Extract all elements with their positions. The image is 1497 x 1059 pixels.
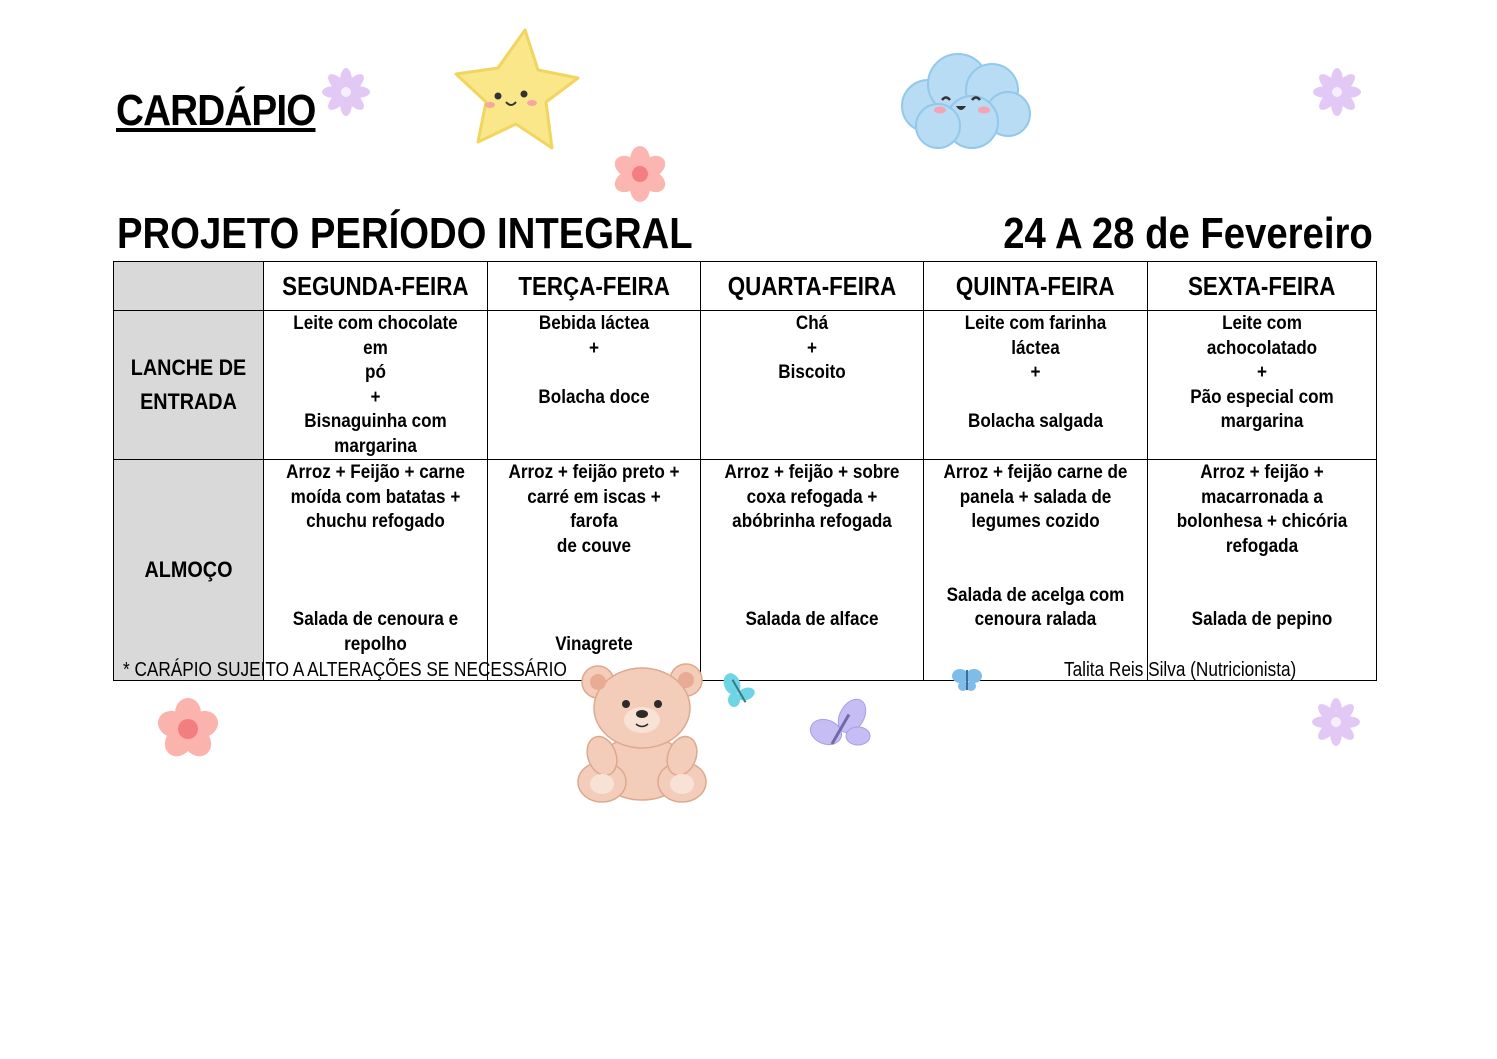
pink-flower-icon bbox=[608, 142, 672, 206]
project-heading: PROJETO PERÍODO INTEGRAL bbox=[117, 209, 693, 258]
meal-cell: Leite com chocolate em pó + Bisnaguinha com margarina bbox=[264, 311, 488, 460]
pink-flower-icon bbox=[146, 696, 230, 762]
butterfly-icon bbox=[950, 664, 984, 694]
cloud-icon bbox=[896, 48, 1034, 152]
nutritionist-signature: Talita Reis Silva (Nutricionista) bbox=[1064, 659, 1297, 681]
meal-cell: Leite com achocolatado + Pão especial com margarina bbox=[1148, 311, 1377, 460]
row-label-almoco: ALMOÇO bbox=[114, 460, 264, 681]
table-row bbox=[114, 311, 1377, 460]
corner-cell bbox=[114, 262, 264, 311]
disclaimer-note: * CARÁPIO SUJEITO A ALTERAÇÕES SE NECESSÁRIO bbox=[123, 659, 567, 681]
meal-cell: Bebida láctea + Bolacha doce bbox=[488, 311, 701, 460]
row-label-lanche: LANCHE DE ENTRADA bbox=[114, 311, 264, 460]
teddy-bear-icon bbox=[572, 656, 712, 804]
meal-cell: Leite com farinha láctea + Bolacha salgada bbox=[924, 311, 1148, 460]
butterfly-icon bbox=[720, 670, 760, 710]
lilac-flower-icon bbox=[1311, 66, 1363, 118]
day-header-row bbox=[114, 262, 1377, 311]
meal-cell: Arroz + feijão preto + carré em iscas + farofa de couve Vinagrete bbox=[488, 460, 701, 681]
day-header: SEXTA-FEIRA bbox=[1148, 262, 1377, 311]
lilac-flower-icon bbox=[320, 66, 372, 118]
meal-cell: Chá + Biscoito bbox=[701, 311, 924, 460]
butterfly-icon bbox=[806, 696, 874, 758]
lilac-flower-icon bbox=[1310, 696, 1362, 748]
meal-cell: Arroz + feijão carne de panela + salada de legumes cozido Salada de acelga com cenoura ralada bbox=[924, 460, 1148, 681]
day-header: QUARTA-FEIRA bbox=[701, 262, 924, 311]
day-header: TERÇA-FEIRA bbox=[488, 262, 701, 311]
menu-table bbox=[113, 261, 1377, 681]
day-header: SEGUNDA-FEIRA bbox=[264, 262, 488, 311]
star-icon bbox=[450, 26, 580, 154]
date-range: 24 A 28 de Fevereiro bbox=[1003, 209, 1373, 258]
day-header: QUINTA-FEIRA bbox=[924, 262, 1148, 311]
page-title: CARDÁPIO bbox=[116, 86, 316, 135]
meal-cell: Arroz + Feijão + carne moída com batatas + chuchu refogado Salada de cenoura e repolho bbox=[264, 460, 488, 681]
meal-cell: Arroz + feijão + sobre coxa refogada + abóbrinha refogada Salada de alface bbox=[701, 460, 924, 681]
table-row bbox=[114, 460, 1377, 681]
meal-cell: Arroz + feijão + macarronada a bolonhesa + chicória refogada Salada de pepino bbox=[1148, 460, 1377, 681]
